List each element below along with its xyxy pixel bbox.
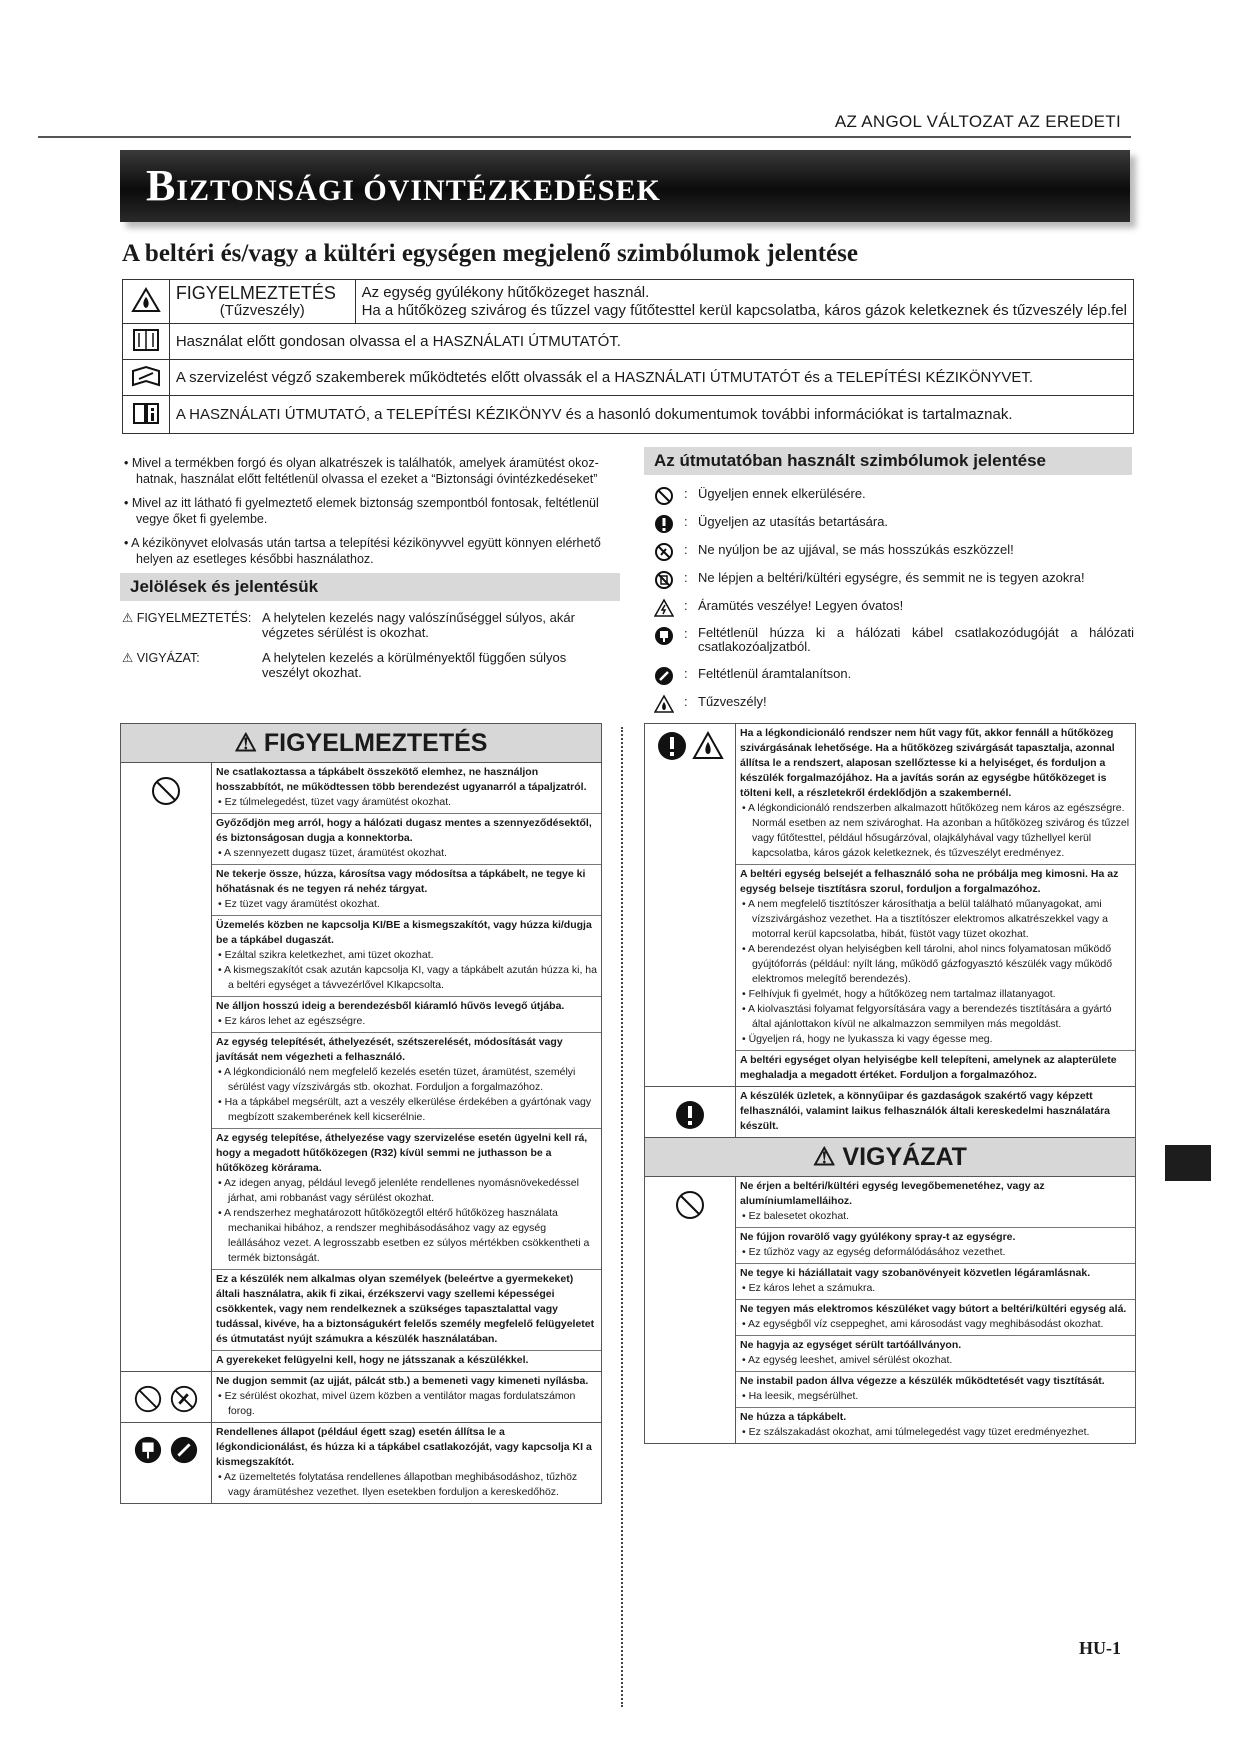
safety-item-detail: • Ha leesik, megsérülhet. xyxy=(742,1390,859,1402)
safety-item-detail: • Ez sérülést okozhat, mivel üzem közben a ventilátor magas fordulatszámon forog. xyxy=(218,1390,576,1417)
intro-bullet: • Mivel a termékben forgó és olyan alkatrészek is találhatók, amelyek áramütést okoz-hatnak, használat előtt feltétlenül olvassa el ezeket a “Biztonsági óvintézkedéseket” xyxy=(124,456,599,486)
safety-item-detail: • A légkondicionáló nem megfelelő kezelés esetén tüzet, áramütést, személyi sérülést vagy vízszivárgás stb. okozhat. Forduljon a forgalmazóhoz. xyxy=(218,1066,576,1093)
safety-item-heading: Ne hagyja az egységet sérült tartóállványon. xyxy=(740,1339,962,1351)
safety-item-detail: • Az üzemeltetés folytatása rendellenes állapotban meghibásodáshoz, tűzhöz vagy áramütéshez vezethet. Ilyen esetekben forduljon a kereskedőhöz. xyxy=(218,1471,578,1498)
safety-item-detail: • Ez túlmelegedést, tüzet vagy áramütést okozhat. xyxy=(218,796,452,808)
warning-line-2: Ha a hűtőközeg szivárog és tűzzel vagy fűtőtesttel kerül kapcsolatba, káros gázok keletkeznek és tűzveszély lép.fel xyxy=(361,301,1127,319)
intro-bullet: • A kézikönyvet elolvasás után tartsa a telepítési kézikönyvvel együtt könnyen elérhető helyen az esetleges későbbi használathoz. xyxy=(124,536,601,566)
safety-item-heading: A beltéri egységet olyan helyiségbe kell telepíteni, amelynek az alapterülete meghaladja a megadott értéket. Forduljon a forgalmazóhoz. xyxy=(740,1054,1117,1081)
safety-item xyxy=(736,1300,1135,1336)
safety-item-detail: • A berendezést olyan helyiségben kell tárolni, ahol nincs folyamatosan működő gyújtóforrás (például: nyílt láng, működő gázfogyasztó készülék vagy működő elektromos melegítő berendezés). xyxy=(742,943,1113,985)
guide-symbols-title: Az útmutatóban használt szimbólumok jelentése xyxy=(644,447,1132,475)
section-title: A beltéri és/vagy a kültéri egységen megjelenő szimbólumok jelentése xyxy=(122,240,858,267)
safety-item xyxy=(736,865,1135,1051)
unit-symbols-table xyxy=(122,279,1134,434)
safety-item-heading: Ne dugjon semmit (az ujját, pálcát stb.) a bemeneti vagy kimeneti nyílásba. xyxy=(216,1375,589,1387)
title-rest: IZTONSÁGI ÓVINTÉZKEDÉSEK xyxy=(176,174,661,207)
symbol-row: : Feltétlenül húzza ki a hálózati kábel csatlakozódugóját a hálózati csatlakozóaljzatból. xyxy=(644,626,1134,666)
unplug-icon xyxy=(644,626,684,649)
safety-item-heading: Ne húzza a tápkábelt. xyxy=(740,1411,847,1423)
left-group-2 xyxy=(121,1372,601,1423)
safety-item xyxy=(736,1264,1135,1300)
power-off-icon xyxy=(169,1435,199,1465)
prohibited-icon xyxy=(150,775,182,807)
mandatory-icon xyxy=(656,730,688,762)
fire-label: (Tűzveszély) xyxy=(219,301,305,319)
warning-label: FIGYELMEZTETÉS xyxy=(175,282,336,303)
safety-item xyxy=(212,814,601,865)
safety-item xyxy=(736,1372,1135,1408)
safety-item-detail: • Az idegen anyag, például levegő jelenléte rendellenes nyomásnövekedéssel járhat, ami robbanást vagy sérülést okozhat. xyxy=(218,1177,579,1204)
safety-item-heading: Ne instabil padon állva végezze a készülék működtetését vagy tisztítását. xyxy=(740,1375,1105,1387)
safety-item-heading: Ne álljon hosszú ideig a berendezésből kiáramló hűvös levegő útjába. xyxy=(216,1000,565,1012)
safety-item xyxy=(736,1087,1135,1137)
warning-triangle-icon: ⚠ xyxy=(122,611,134,625)
left-panel-title: ⚠ FIGYELMEZTETÉS xyxy=(121,724,601,763)
safety-item xyxy=(212,997,601,1033)
safety-item-detail: • Az egységből víz cseppeghet, ami károsodást vagy meghibásodást okozhat. xyxy=(742,1318,1104,1330)
marking-warning-label: FIGYELMEZTETÉS: xyxy=(136,611,252,625)
prohibited-icon xyxy=(674,1189,706,1221)
power-off-icon xyxy=(644,666,684,689)
markings-title: Jelölések és jelentésük xyxy=(120,573,620,601)
info-icon xyxy=(123,396,170,434)
fire-hazard-icon xyxy=(644,694,684,717)
symbol-row: : Ügyeljen az utasítás betartására. xyxy=(644,514,1134,542)
marking-caution-label: VIGYÁZAT: xyxy=(136,651,200,665)
safety-item-heading: Ne csatlakoztassa a tápkábelt összekötő elemhez, ne használjon hosszabbítót, ne működtessen több berendezést ugyanarról a tápaljzatról. xyxy=(216,766,587,793)
right-group-3 xyxy=(645,1177,1135,1443)
caution-title: ⚠ VIGYÁZAT xyxy=(645,1138,1135,1177)
caution-triangle-icon: ⚠ xyxy=(122,651,134,665)
safety-item xyxy=(212,1033,601,1129)
safety-item-heading: A gyerekeket felügyelni kell, hogy ne játsszanak a készülékkel. xyxy=(216,1354,529,1366)
no-step-icon xyxy=(644,570,684,593)
safety-item xyxy=(736,724,1135,865)
safety-item xyxy=(212,1372,601,1422)
safety-item xyxy=(736,1408,1135,1443)
warning-line-1: Az egység gyúlékony hűtőközeget használ. xyxy=(361,283,650,301)
safety-item-heading: Az egység telepítését, áthelyezését, szétszerelését, módosítását vagy javítását nem végezheti a felhasználó. xyxy=(216,1036,563,1063)
symbol-row: : Ne nyúljon be az ujjával, se más hosszúkás eszközzel! xyxy=(644,542,1134,570)
version-note: AZ ANGOL VÁLTOZAT AZ EREDETI xyxy=(834,112,1121,131)
title-banner xyxy=(120,150,1130,222)
safety-item xyxy=(736,1228,1135,1264)
safety-item-detail: • A nem megfelelő tisztítószer károsíthatja a belül található műanyagokat, ami vízszivárgáshoz vezethet. Ha a tisztítószer elektromos alkatrészekkel vagy a motorral kerül kapcsolatba, hibát, füstöt vagy tüzet okozhat. xyxy=(742,898,1108,940)
symbol-row: : Ügyeljen ennek elkerülésére. xyxy=(644,486,1134,514)
title-initial: B xyxy=(146,161,177,210)
left-warning-panel xyxy=(120,723,602,1504)
intro-bullet: • Mivel az itt látható fi gyelmeztető elemek biztonság szempontból fontosak, feltétlenül vegye őket fi gyelembe. xyxy=(124,496,599,526)
safety-item xyxy=(212,1423,601,1503)
safety-item-detail: • A kiolvasztási folyamat felgyorsítására vagy a berendezés tisztítására a gyártó által ajánlottakon kívül ne alkalmazzon semmilyen más megoldást. xyxy=(742,1003,1112,1030)
marking-caution-text: A helytelen kezelés a körülményektől függően súlyos veszélyt okozhat. xyxy=(262,650,567,680)
safety-item-heading: Rendellenes állapot (például égett szag) esetén állítsa le a légkondicionálást, és húzza ki a tápkábel csatlakozóját, vagy kapcsolja KI a kismegszakítót. xyxy=(216,1426,592,1468)
marking-warning-text: A helytelen kezelés nagy valószínűséggel súlyos, akár végzetes sérülést is okozhat. xyxy=(262,610,575,640)
safety-item-detail: • Ez szálszakadást okozhat, ami túlmelegedést vagy tüzet eredményezhet. xyxy=(742,1426,1090,1438)
safety-item-heading: Üzemelés közben ne kapcsolja KI/BE a kismegszakítót, vagy húzza ki/dugja be a tápkábel dugaszát. xyxy=(216,919,592,946)
safety-item xyxy=(736,1336,1135,1372)
symbol-row: : Tűzveszély! xyxy=(644,694,1134,722)
safety-item-heading: Ne tegyen más elektromos készüléket vagy bútort a beltéri/kültéri egység alá. xyxy=(740,1303,1127,1315)
page-title xyxy=(120,150,1130,227)
safety-item xyxy=(212,916,601,997)
safety-item-detail: • Ez tűzhöz vagy az egység deformálódásához vezethet. xyxy=(742,1246,1006,1258)
safety-item-detail: • A légkondicionáló rendszerben alkalmazott hűtőközeg nem káros az egészségre. Normál esetben az nem szivároghat. Ha azonban a hűtőközeg szivárog és tűzzel vagy fűtőtesttel, például hősugárzóval, olajkályhával vagy tűzhellyel kerül kapcsolatba, káros gázok keletkeznek, és tűzveszélyt eredményez. xyxy=(742,802,1130,859)
no-finger-icon xyxy=(644,542,684,565)
safety-item xyxy=(736,1177,1135,1228)
markings-section xyxy=(122,610,602,680)
safety-item-heading: Ne tegye ki háziállatait vagy szobanövényeit közvetlen légáramlásnak. xyxy=(740,1267,1091,1279)
right-group-1 xyxy=(645,724,1135,1087)
safety-item-heading: Ne érjen a beltéri/kültéri egység levegőbemenetéhez, vagy az alumíniumlamelláihoz. xyxy=(740,1180,1045,1207)
safety-item-heading: A készülék üzletek, a könnyűipar és gazdaságok szakértő vagy képzett felhasználói, valamint laikus felhasználók általi kereskedelmi használatára készült. xyxy=(740,1090,1110,1132)
flammable-icon xyxy=(123,280,170,324)
safety-item-heading: Ez a készülék nem alkalmas olyan személyek (beleértve a gyermekeket) általi használatra, akik fi zikai, érzékszervi vagy szellemi képességei csökkentek, vagy nem rendelkeznek a szükséges tapasztalattal vagy tudással, kivéve, ha a biztonságukért felelős személy megfelelő felügyeletet és útmutatást nyújt számukra a készülék használatában. xyxy=(216,1273,595,1345)
manual-text: Használat előtt gondosan olvassa el a HASZNÁLATI ÚTMUTATÓT. xyxy=(169,324,1133,360)
intro-bullets xyxy=(122,455,602,575)
mandatory-icon xyxy=(644,514,684,537)
page-number: HU-1 xyxy=(1079,1638,1121,1658)
unplug-icon xyxy=(133,1435,163,1465)
safety-item-heading: Ne tekerje össze, húzza, károsítsa vagy módosítsa a tápkábelt, ne tegye ki hőhatásnak és ne tegyen rá nehéz tárgyat. xyxy=(216,868,586,895)
fire-hazard-icon xyxy=(692,730,724,762)
service-text: A szervizelést végző szakemberek működtetés előtt olvassák el a HASZNÁLATI ÚTMUTATÓT és a TELEPÍTÉSI KÉZIKÖNYVET. xyxy=(169,360,1133,396)
safety-item-detail: • Ez tüzet vagy áramütést okozhat. xyxy=(218,898,380,910)
safety-item xyxy=(212,1270,601,1351)
right-warning-panel xyxy=(644,723,1136,1444)
safety-item-heading: Ha a légkondicionáló rendszer nem hűt vagy fűt, akkor fennáll a hűtőközeg szivárgásának lehetősége. Ha a hűtőközeg szivárgását tapasztalja, azonnal állítsa le a rendszert, alaposan szellőztesse ki a helyiséget, és forduljon a készülék forgalmazójához. Ha a javítás során az egységbe hűtőközeget is tölteni kell, a részletekről érdeklődjön a szakembernél. xyxy=(740,727,1115,799)
safety-item-detail: • Ha a tápkábel megsérült, azt a veszély elkerülése érdekében a gyártónak vagy megbízott szakemberének kell kicserélnie. xyxy=(218,1096,592,1123)
electric-shock-icon xyxy=(644,598,684,621)
left-group-3 xyxy=(121,1423,601,1503)
safety-item-detail: • Az egység leeshet, amivel sérülést okozhat. xyxy=(742,1354,953,1366)
safety-item-heading: Ne fújjon rovarölő vagy gyúlékony spray-t az egységre. xyxy=(740,1231,1016,1243)
safety-item xyxy=(212,865,601,916)
no-finger-icon xyxy=(169,1384,199,1414)
prohibited-icon xyxy=(644,486,684,509)
safety-item xyxy=(212,763,601,814)
symbol-row: : Áramütés veszélye! Legyen óvatos! xyxy=(644,598,1134,626)
safety-item-heading: A beltéri egység belsejét a felhasználó soha ne próbálja meg kimosni. Ha az egység belseje tisztításra szorul, forduljon a forgalmazóhoz. xyxy=(740,868,1119,895)
safety-item-detail: • A szennyezett dugasz tüzet, áramütést okozhat. xyxy=(218,847,447,859)
safety-item-detail: • Ez káros lehet az egészségre. xyxy=(218,1015,366,1027)
safety-item-detail: • Felhívjuk fi gyelmét, hogy a hűtőközeg nem tartalmaz illatanyagot. xyxy=(742,988,1056,1000)
info-text: A HASZNÁLATI ÚTMUTATÓ, a TELEPÍTÉSI KÉZIKÖNYV és a hasonló dokumentumok további információkat is tartalmaznak. xyxy=(169,396,1133,434)
safety-item-detail: • Ügyeljen rá, hogy ne lyukassza ki vagy égesse meg. xyxy=(742,1033,993,1045)
safety-item-detail: • A rendszerhez meghatározott hűtőközegtől eltérő hűtőközeg használata mechanikai hibához, a rendszer meghibásodásához vagy az egység leállásához vezet. A legrosszabb esetben ez súlyos mértékben csökkentheti a termék biztonságát. xyxy=(218,1207,590,1264)
prohibited-icon xyxy=(133,1384,163,1414)
symbol-row: : Feltétlenül áramtalanítson. xyxy=(644,666,1134,694)
safety-item-detail: • A kismegszakítót csak azután kapcsolja KI, vagy a tápkábelt azután húzza ki, ha a beltéri egységet a távvezérlővel KIkapcsolta. xyxy=(218,964,597,991)
top-divider xyxy=(38,136,1131,138)
mandatory-icon xyxy=(674,1099,706,1131)
safety-item xyxy=(212,1351,601,1371)
safety-item-heading: Győződjön meg arról, hogy a hálózati dugasz mentes a szennyeződésektől, és biztonságosan dugja a konnektorba. xyxy=(216,817,592,844)
language-tab xyxy=(1165,1145,1211,1181)
safety-item-detail: • Ezáltal szikra keletkezhet, ami tüzet okozhat. xyxy=(218,949,434,961)
right-group-2 xyxy=(645,1087,1135,1138)
operation-manual-icon xyxy=(123,324,170,360)
symbol-row: : Ne lépjen a beltéri/kültéri egységre, és semmit ne is tegyen azokra! xyxy=(644,570,1134,598)
safety-item-detail: • Ez balesetet okozhat. xyxy=(742,1210,849,1222)
safety-item xyxy=(212,1129,601,1270)
safety-item-heading: Az egység telepítése, áthelyezése vagy szervizelése esetén ügyelni kell rá, hogy a megadott hűtőközegen (R32) kívül semmi ne juthasson be a hűtőközeg körárama. xyxy=(216,1132,588,1174)
guide-symbols-list xyxy=(644,486,1134,722)
left-group-1 xyxy=(121,763,601,1372)
safety-item-detail: • Ez káros lehet a számukra. xyxy=(742,1282,876,1294)
column-divider xyxy=(621,727,623,1707)
service-manual-icon xyxy=(123,360,170,396)
safety-item xyxy=(736,1051,1135,1086)
